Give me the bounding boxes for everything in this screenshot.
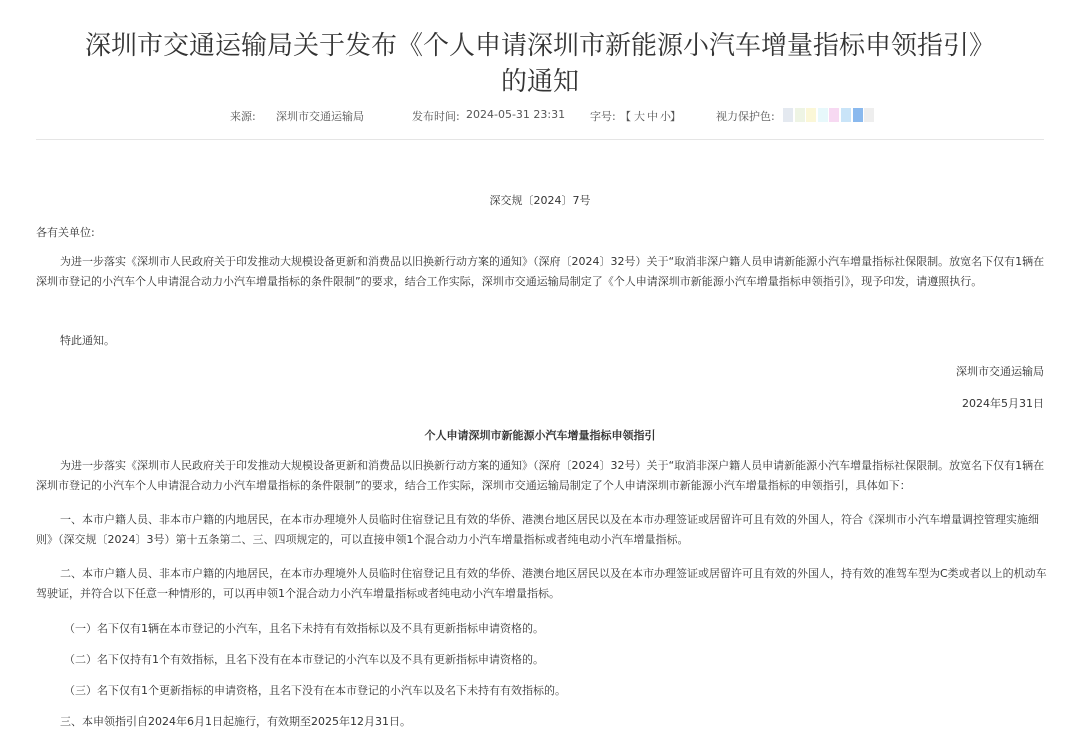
guide-item-1: 一、本市户籍人员、非本市户籍的内地居民，在本市办理境外人员临时住宿登记且有效的华侨、港澳台地区居民以及在本市办理签证或居留许可且有效的外国人，符合《深圳市小汽车增量调控管理实施细则》（深交规〔2024〕3号）第十五条第二、三、四项规定的，可以直接申领1个混合动力小汽车增量指标或者纯电动小汽车增量指标。 xyxy=(36,513,1039,546)
font-size-large-link[interactable]: 大 xyxy=(634,110,645,123)
color-swatch-1[interactable] xyxy=(783,108,793,122)
guide-subitem-3: （三）名下仅有1个更新指标的申请资格，且名下没有在本市登记的小汽车以及名下未持有有效指标的。 xyxy=(64,684,566,697)
guide-item-2: 二、本市户籍人员、非本市户籍的内地居民，在本市办理境外人员临时住宿登记且有效的华侨、港澳台地区居民以及在本市办理签证或居留许可且有效的外国人，持有效的准驾车型为C类或者以上的机动车驾驶证，并符合以下任意一种情形的，可以再申领1个混合动力小汽车增量指标或者纯电动小汽车增量指标。 xyxy=(36,567,1047,600)
date-label: 发布时间: xyxy=(412,110,460,123)
date-value: 2024-05-31 23:31 xyxy=(466,108,566,121)
meta-bar xyxy=(0,108,1080,124)
guide-title: 个人申请深圳市新能源小汽车增量指标申领指引 xyxy=(424,429,656,442)
guide-subitem-1: （一）名下仅有1辆在本市登记的小汽车，且名下未持有有效指标以及不具有更新指标申请资格的。 xyxy=(64,622,544,635)
salutation: 各有关单位: xyxy=(36,226,95,239)
body-paragraph-2: 特此通知。 xyxy=(60,334,115,347)
color-swatch-2[interactable] xyxy=(795,108,805,122)
font-size-bracket-close: 】 xyxy=(670,110,681,123)
body-paragraph-1: 为进一步落实《深圳市人民政府关于印发推动大规模设备更新和消费品以旧换新行动方案的通知》（深府〔2024〕32号）关于“取消非深户籍人员申请新能源小汽车增量指标社保限制。放宽名下仅有1辆在深圳市登记的小汽车个人申请混合动力小汽车增量指标的条件限制”的要求，结合工作实际，深圳市交通运输局制定了《个人申请深圳市新能源小汽车增量指标申领指引》，现予印发，请遵照执行。 xyxy=(36,255,1045,288)
title-line-2: 的通知 xyxy=(500,67,579,97)
font-size-label: 字号: xyxy=(590,110,616,123)
page-title xyxy=(0,28,1080,100)
title-line-1: 深圳市交通运输局关于发布《个人申请深圳市新能源小汽车增量指标申领指引》 xyxy=(84,31,995,61)
guide-intro: 为进一步落实《深圳市人民政府关于印发推动大规模设备更新和消费品以旧换新行动方案的通知》（深府〔2024〕32号）关于“取消非深户籍人员申请新能源小汽车增量指标社保限制。放宽名下仅有1辆在深圳市登记的小汽车个人申请混合动力小汽车增量指标的条件限制”的要求，结合工作实际，深圳市交通运输局制定了个人申请深圳市新能源小汽车增量指标的申领指引，具体如下： xyxy=(36,459,1045,492)
font-size-bracket-open: 【 xyxy=(620,110,631,123)
signature-date: 2024年5月31日 xyxy=(962,397,1044,410)
color-swatch-6[interactable] xyxy=(841,108,851,122)
signature-org: 深圳市交通运输局 xyxy=(956,365,1044,378)
guide-item-3: 三、本申领指引自2024年6月1日起施行，有效期至2025年12月31日。 xyxy=(60,715,411,728)
color-swatch-7[interactable] xyxy=(853,108,863,122)
source-label: 来源: xyxy=(230,110,256,123)
source-value: 深圳市交通运输局 xyxy=(276,110,364,123)
guide-subitem-2: （二）名下仅持有1个有效指标，且名下没有在本市登记的小汽车以及不具有更新指标申请资格的。 xyxy=(64,653,544,666)
font-size-medium-link[interactable]: 中 xyxy=(647,110,658,123)
vision-protect-label: 视力保护色: xyxy=(716,110,775,123)
color-swatch-5[interactable] xyxy=(829,108,839,122)
color-swatch-3[interactable] xyxy=(806,108,816,122)
font-size-small-link[interactable]: 小 xyxy=(660,110,671,123)
color-swatch-8[interactable] xyxy=(864,108,874,122)
doc-number: 深交规〔2024〕7号 xyxy=(489,194,591,207)
divider xyxy=(36,139,1044,140)
color-swatch-4[interactable] xyxy=(818,108,828,122)
